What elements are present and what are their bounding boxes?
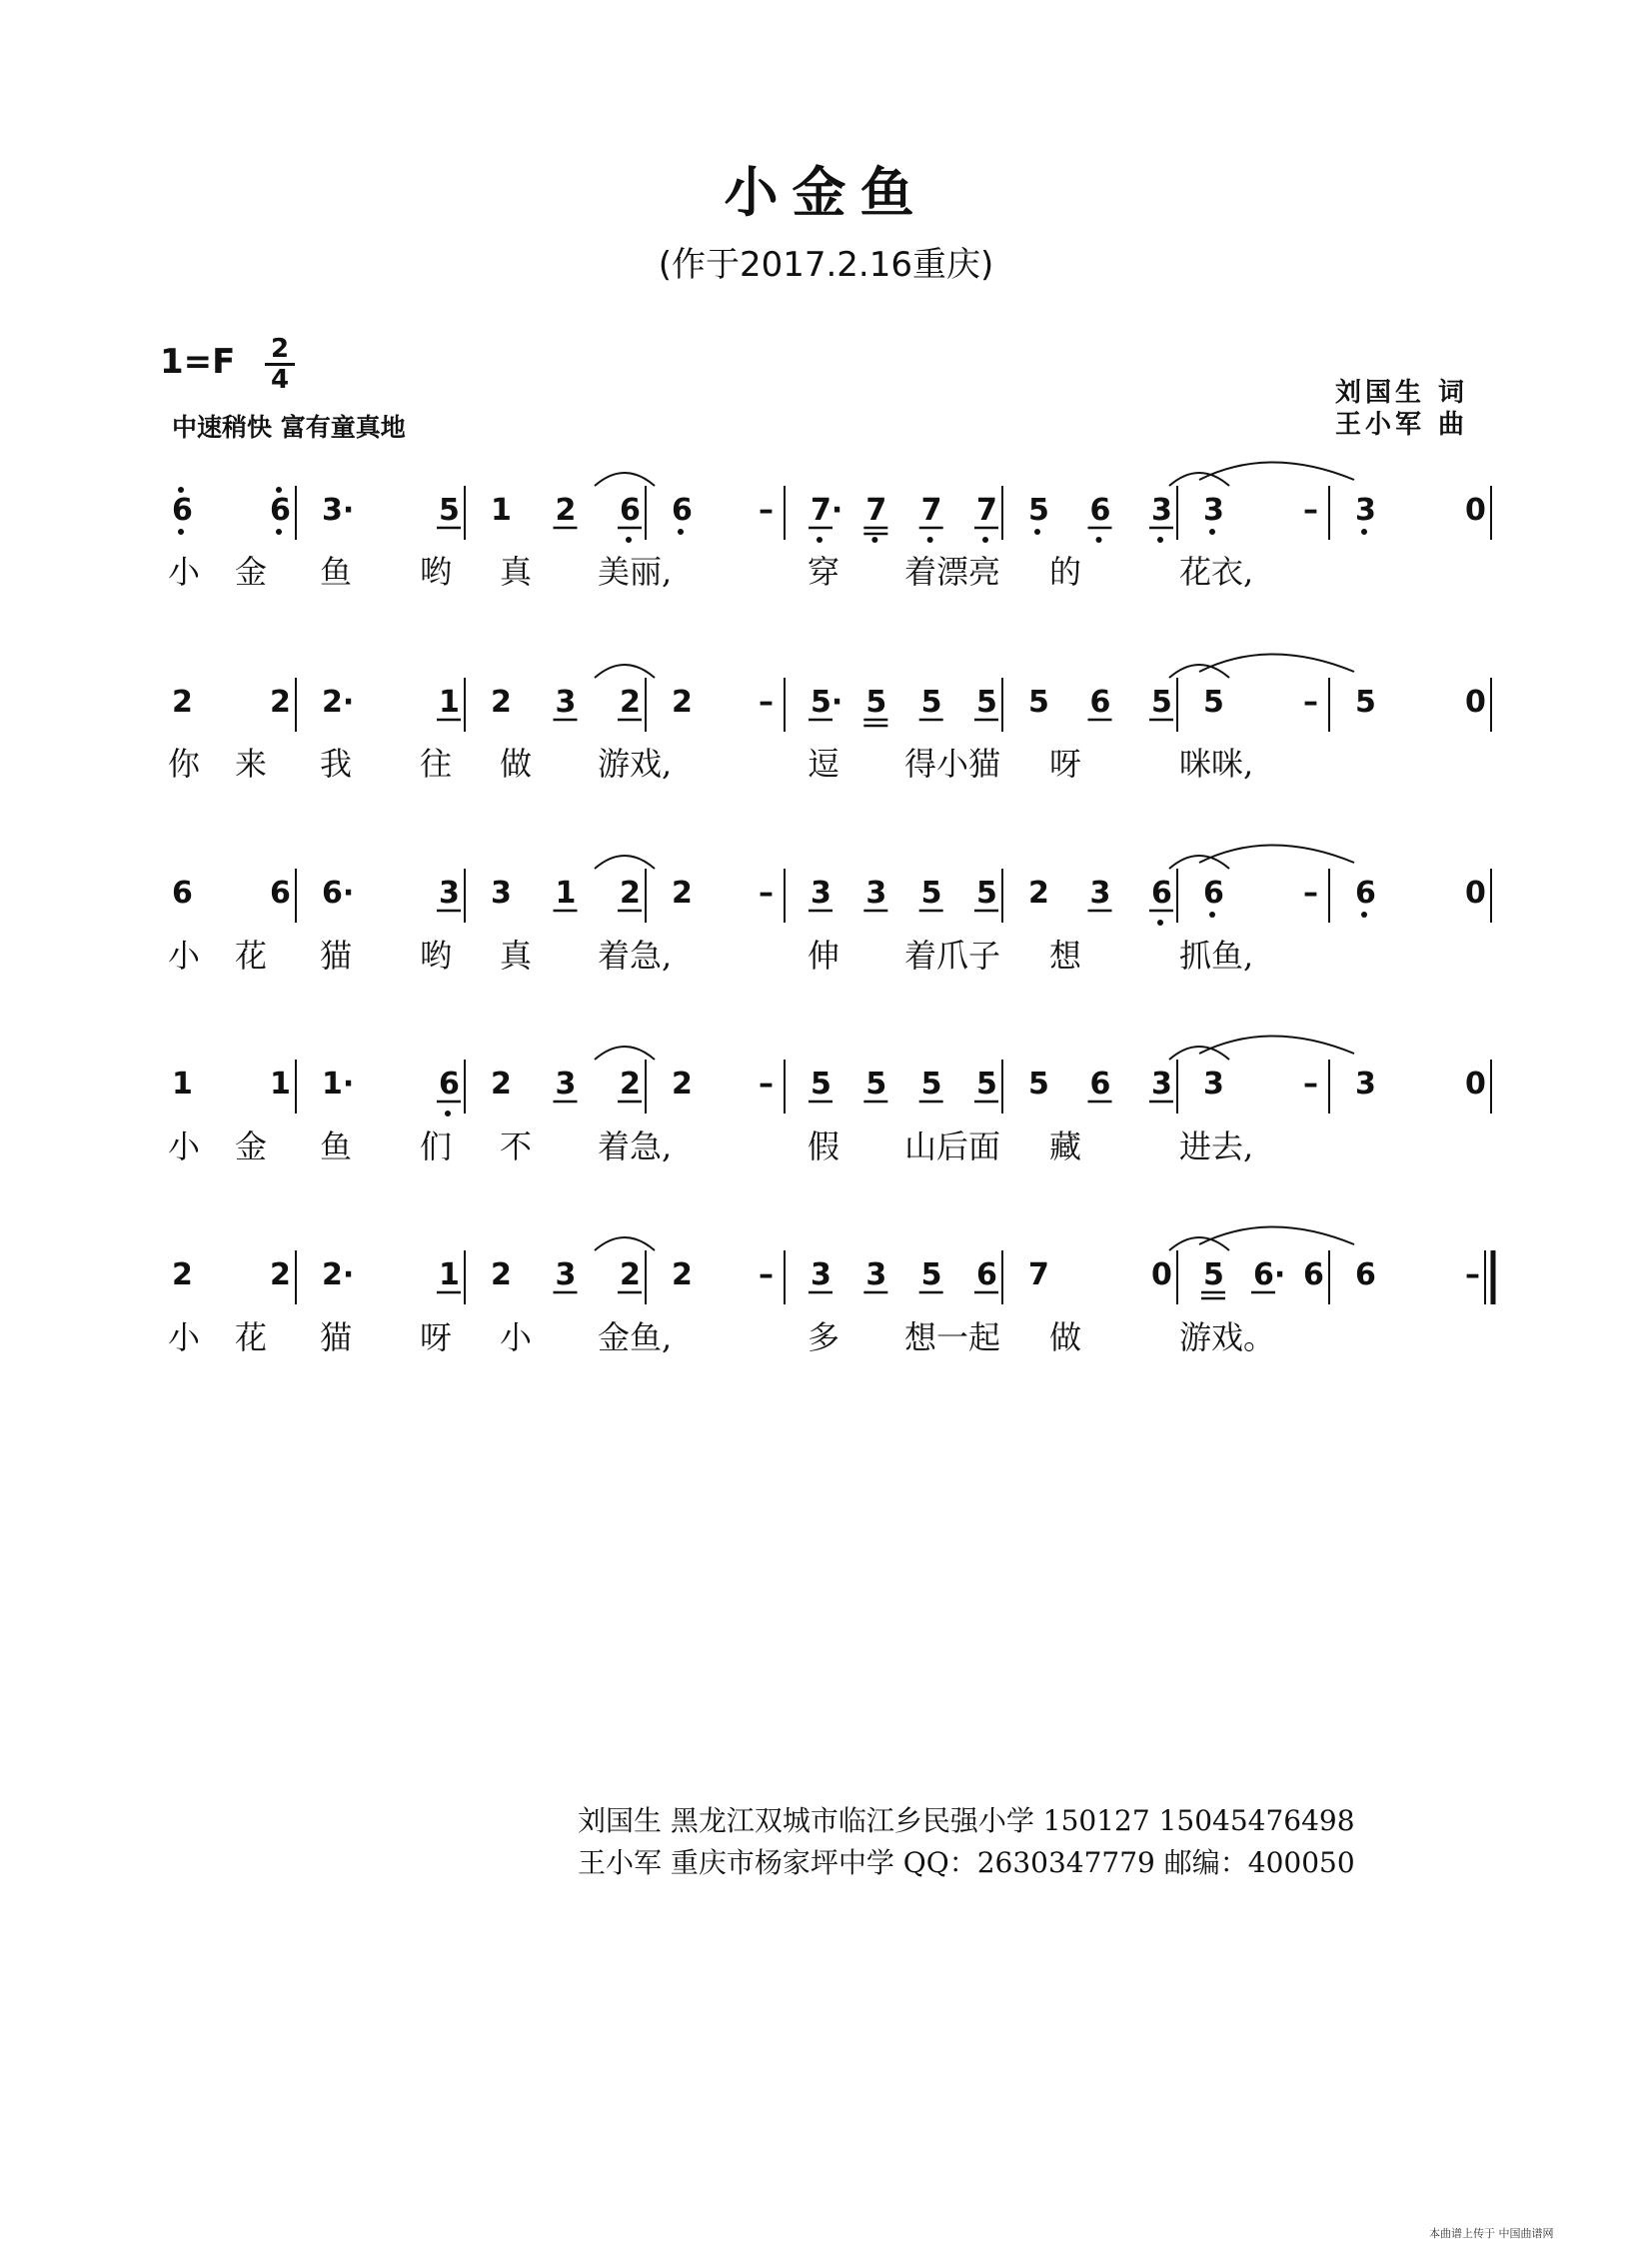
note: 5	[920, 876, 942, 911]
note: 6	[1355, 1257, 1376, 1292]
note: 0	[1151, 1257, 1172, 1292]
note: –	[759, 876, 774, 911]
lyric: 花	[235, 937, 268, 975]
lyric: 呀	[420, 1318, 453, 1356]
note: 0	[1465, 876, 1486, 911]
lyric: 金鱼,	[598, 1318, 673, 1356]
lyric: 鱼	[320, 1127, 353, 1165]
note: 6	[270, 493, 291, 528]
note: 5	[1203, 1257, 1224, 1292]
time-signature-numerator: 2	[270, 334, 290, 364]
tie	[1199, 655, 1354, 673]
note: 2	[491, 1257, 512, 1292]
note: 3	[1151, 493, 1172, 528]
lyric: 做	[1049, 1318, 1082, 1356]
octave-dot	[1096, 537, 1102, 543]
note: 5	[920, 685, 942, 720]
lyric: 进去,	[1179, 1127, 1254, 1165]
note: 6	[620, 493, 641, 528]
note: 3	[555, 685, 577, 720]
octave-dot	[1209, 912, 1215, 918]
note: 2	[620, 1067, 641, 1102]
note: 1	[270, 1067, 291, 1102]
lyric: 游戏,	[598, 745, 673, 783]
note: 6·	[1253, 1257, 1286, 1292]
note: 6	[270, 876, 291, 911]
octave-dot	[1034, 529, 1040, 535]
octave-dot	[445, 1111, 451, 1117]
lyric: 游戏。	[1179, 1318, 1276, 1356]
lyric: 咪咪,	[1179, 745, 1254, 783]
note: –	[1303, 1067, 1318, 1102]
note: 3	[491, 876, 512, 911]
lyric: 我	[320, 745, 353, 783]
note: 3	[1089, 876, 1111, 911]
note: 2	[620, 876, 641, 911]
note: 3·	[322, 493, 355, 528]
note: –	[1303, 685, 1318, 720]
note: 3	[439, 876, 460, 911]
lyric: 想一起	[904, 1318, 1001, 1356]
lyric: 做	[500, 745, 533, 783]
lyric: 小	[168, 553, 201, 591]
note: 3	[1151, 1067, 1172, 1102]
octave-dot	[626, 537, 632, 543]
note: 2	[555, 493, 577, 528]
key-signature: 1=F	[160, 342, 236, 382]
lyric: 不	[500, 1127, 533, 1165]
note: 5	[976, 876, 997, 911]
note: 1	[555, 876, 577, 911]
lyric: 们	[420, 1127, 453, 1165]
tie	[1199, 463, 1354, 481]
octave-dot	[817, 537, 823, 543]
lyric: 金	[235, 553, 268, 591]
lyric: 真	[500, 937, 533, 975]
note: 3	[865, 1257, 887, 1292]
note: 6	[1355, 876, 1376, 911]
composer-credit: 王小军 曲	[1335, 410, 1469, 440]
note: 5	[865, 1067, 887, 1102]
lyric: 小	[168, 1127, 201, 1165]
note: 2	[672, 876, 693, 911]
tie	[1199, 1227, 1354, 1245]
lyric: 藏	[1049, 1127, 1082, 1165]
lyric: 小	[168, 937, 201, 975]
note: 7	[1028, 1257, 1049, 1292]
note: 1	[439, 1257, 460, 1292]
lyric: 美丽,	[598, 553, 673, 591]
lyric: 小	[500, 1318, 533, 1356]
lyric: 鱼	[320, 553, 353, 591]
octave-dot	[871, 537, 877, 543]
note: 5	[920, 1257, 942, 1292]
lyric: 金	[235, 1127, 268, 1165]
note: –	[759, 1067, 774, 1102]
note: 2	[270, 1257, 291, 1292]
lyric: 得小猫	[904, 745, 1001, 783]
note: 5	[865, 685, 887, 720]
octave-dot	[178, 487, 184, 493]
tempo-marking: 中速稍快 富有童真地	[172, 413, 406, 442]
note: 2	[620, 1257, 641, 1292]
note: 3	[555, 1067, 577, 1102]
note: 2	[1028, 876, 1049, 911]
note: 1·	[322, 1067, 355, 1102]
octave-dot	[982, 537, 988, 543]
note: 0	[1465, 1067, 1486, 1102]
note: 2	[620, 685, 641, 720]
note: 5	[920, 1067, 942, 1102]
note: 6	[172, 493, 193, 528]
lyric: 你	[168, 745, 201, 783]
note: 7·	[811, 493, 843, 528]
note: –	[1303, 493, 1318, 528]
note: 1	[172, 1067, 193, 1102]
footer-line: 王小军 重庆市杨家坪中学 QQ：2630347779 邮编：400050	[578, 1846, 1355, 1879]
lyric: 着急,	[598, 937, 673, 975]
lyric: 往	[420, 745, 453, 783]
note: 5	[1028, 1067, 1049, 1102]
note: 5	[1203, 685, 1224, 720]
octave-dot	[1361, 912, 1367, 918]
note: 3	[865, 876, 887, 911]
note: 7	[920, 493, 942, 528]
note: 7	[865, 493, 887, 528]
note: 3	[811, 1257, 831, 1292]
note: 3	[811, 876, 831, 911]
footer-line: 刘国生 黑龙江双城市临江乡民强小学 150127 15045476498	[578, 1804, 1355, 1837]
note: 2	[672, 1257, 693, 1292]
song-subtitle: (作于2017.2.16重庆)	[658, 245, 994, 285]
lyric: 想	[1049, 937, 1082, 975]
note: 6	[1203, 876, 1224, 911]
note: –	[759, 493, 774, 528]
lyric: 哟	[420, 553, 453, 591]
note: 2	[270, 685, 291, 720]
lyric: 的	[1049, 553, 1082, 591]
note: 3	[1355, 1067, 1376, 1102]
note: 2	[491, 1067, 512, 1102]
lyric: 真	[500, 553, 533, 591]
note: 6·	[322, 876, 355, 911]
lyric: 着爪子	[904, 937, 1001, 975]
lyric: 山后面	[904, 1127, 1001, 1165]
lyric: 猫	[320, 937, 353, 975]
lyric: 小	[168, 1318, 201, 1356]
lyric: 猫	[320, 1318, 353, 1356]
note: 5	[1151, 685, 1172, 720]
note: 6	[439, 1067, 460, 1102]
lyric: 逗	[808, 745, 840, 783]
lyric: 抓鱼,	[1179, 937, 1254, 975]
note: 0	[1465, 493, 1486, 528]
note: –	[1465, 1257, 1480, 1292]
octave-dot	[1209, 529, 1215, 535]
tie	[595, 473, 655, 486]
lyric: 多	[808, 1318, 840, 1356]
note: 5	[1355, 685, 1376, 720]
note: 3	[1203, 1067, 1224, 1102]
tie	[1199, 846, 1354, 864]
lyric: 哟	[420, 937, 453, 975]
note: 6	[1151, 876, 1172, 911]
note: 5	[439, 493, 460, 528]
note: –	[1303, 876, 1318, 911]
lyric: 着急,	[598, 1127, 673, 1165]
octave-dot	[678, 529, 684, 535]
note: 5	[976, 1067, 997, 1102]
note: 7	[976, 493, 997, 528]
note: 6	[1089, 493, 1111, 528]
note: 6	[672, 493, 693, 528]
octave-dot	[1157, 537, 1163, 543]
note: 5	[1028, 685, 1049, 720]
tie	[1199, 1037, 1354, 1055]
note: 2	[672, 1067, 693, 1102]
lyric: 伸	[808, 937, 840, 975]
note: 2	[172, 1257, 193, 1292]
octave-dot	[276, 529, 282, 535]
octave-dot	[276, 487, 282, 493]
note: 3	[555, 1257, 577, 1292]
lyric: 来	[235, 745, 268, 783]
tie	[595, 1237, 655, 1250]
octave-dot	[178, 529, 184, 535]
octave-dot	[1157, 920, 1163, 926]
note: 2·	[322, 1257, 355, 1292]
lyric: 花	[235, 1318, 268, 1356]
note: 2·	[322, 685, 355, 720]
octave-dot	[1361, 529, 1367, 535]
note: 6	[976, 1257, 997, 1292]
tie	[595, 665, 655, 678]
note: 6	[1089, 1067, 1111, 1102]
tie	[595, 856, 655, 869]
note: 6	[1303, 1257, 1324, 1292]
note: 3	[1355, 493, 1376, 528]
note: 5·	[811, 685, 843, 720]
note: –	[759, 685, 774, 720]
note: 2	[672, 685, 693, 720]
note: 5	[811, 1067, 831, 1102]
lyric: 穿	[808, 553, 840, 591]
note: 1	[439, 685, 460, 720]
octave-dot	[927, 537, 933, 543]
time-signature-denominator: 4	[270, 365, 290, 395]
lyricist-credit: 刘国生 词	[1335, 378, 1469, 408]
lyric: 假	[808, 1127, 840, 1165]
note: 2	[172, 685, 193, 720]
song-title: 小金鱼	[724, 161, 928, 224]
lyric: 花衣,	[1179, 553, 1254, 591]
note: 1	[491, 493, 512, 528]
lyric: 呀	[1049, 745, 1082, 783]
tie	[595, 1047, 655, 1060]
note: 5	[1028, 493, 1049, 528]
note: 0	[1465, 685, 1486, 720]
note: 6	[172, 876, 193, 911]
note: 2	[491, 685, 512, 720]
note: –	[759, 1257, 774, 1292]
note: 3	[1203, 493, 1224, 528]
upload-stamp: 本曲谱上传于 中国曲谱网	[1429, 2227, 1554, 2240]
note: 6	[1089, 685, 1111, 720]
note: 5	[976, 685, 997, 720]
lyric: 着漂亮	[904, 553, 1001, 591]
